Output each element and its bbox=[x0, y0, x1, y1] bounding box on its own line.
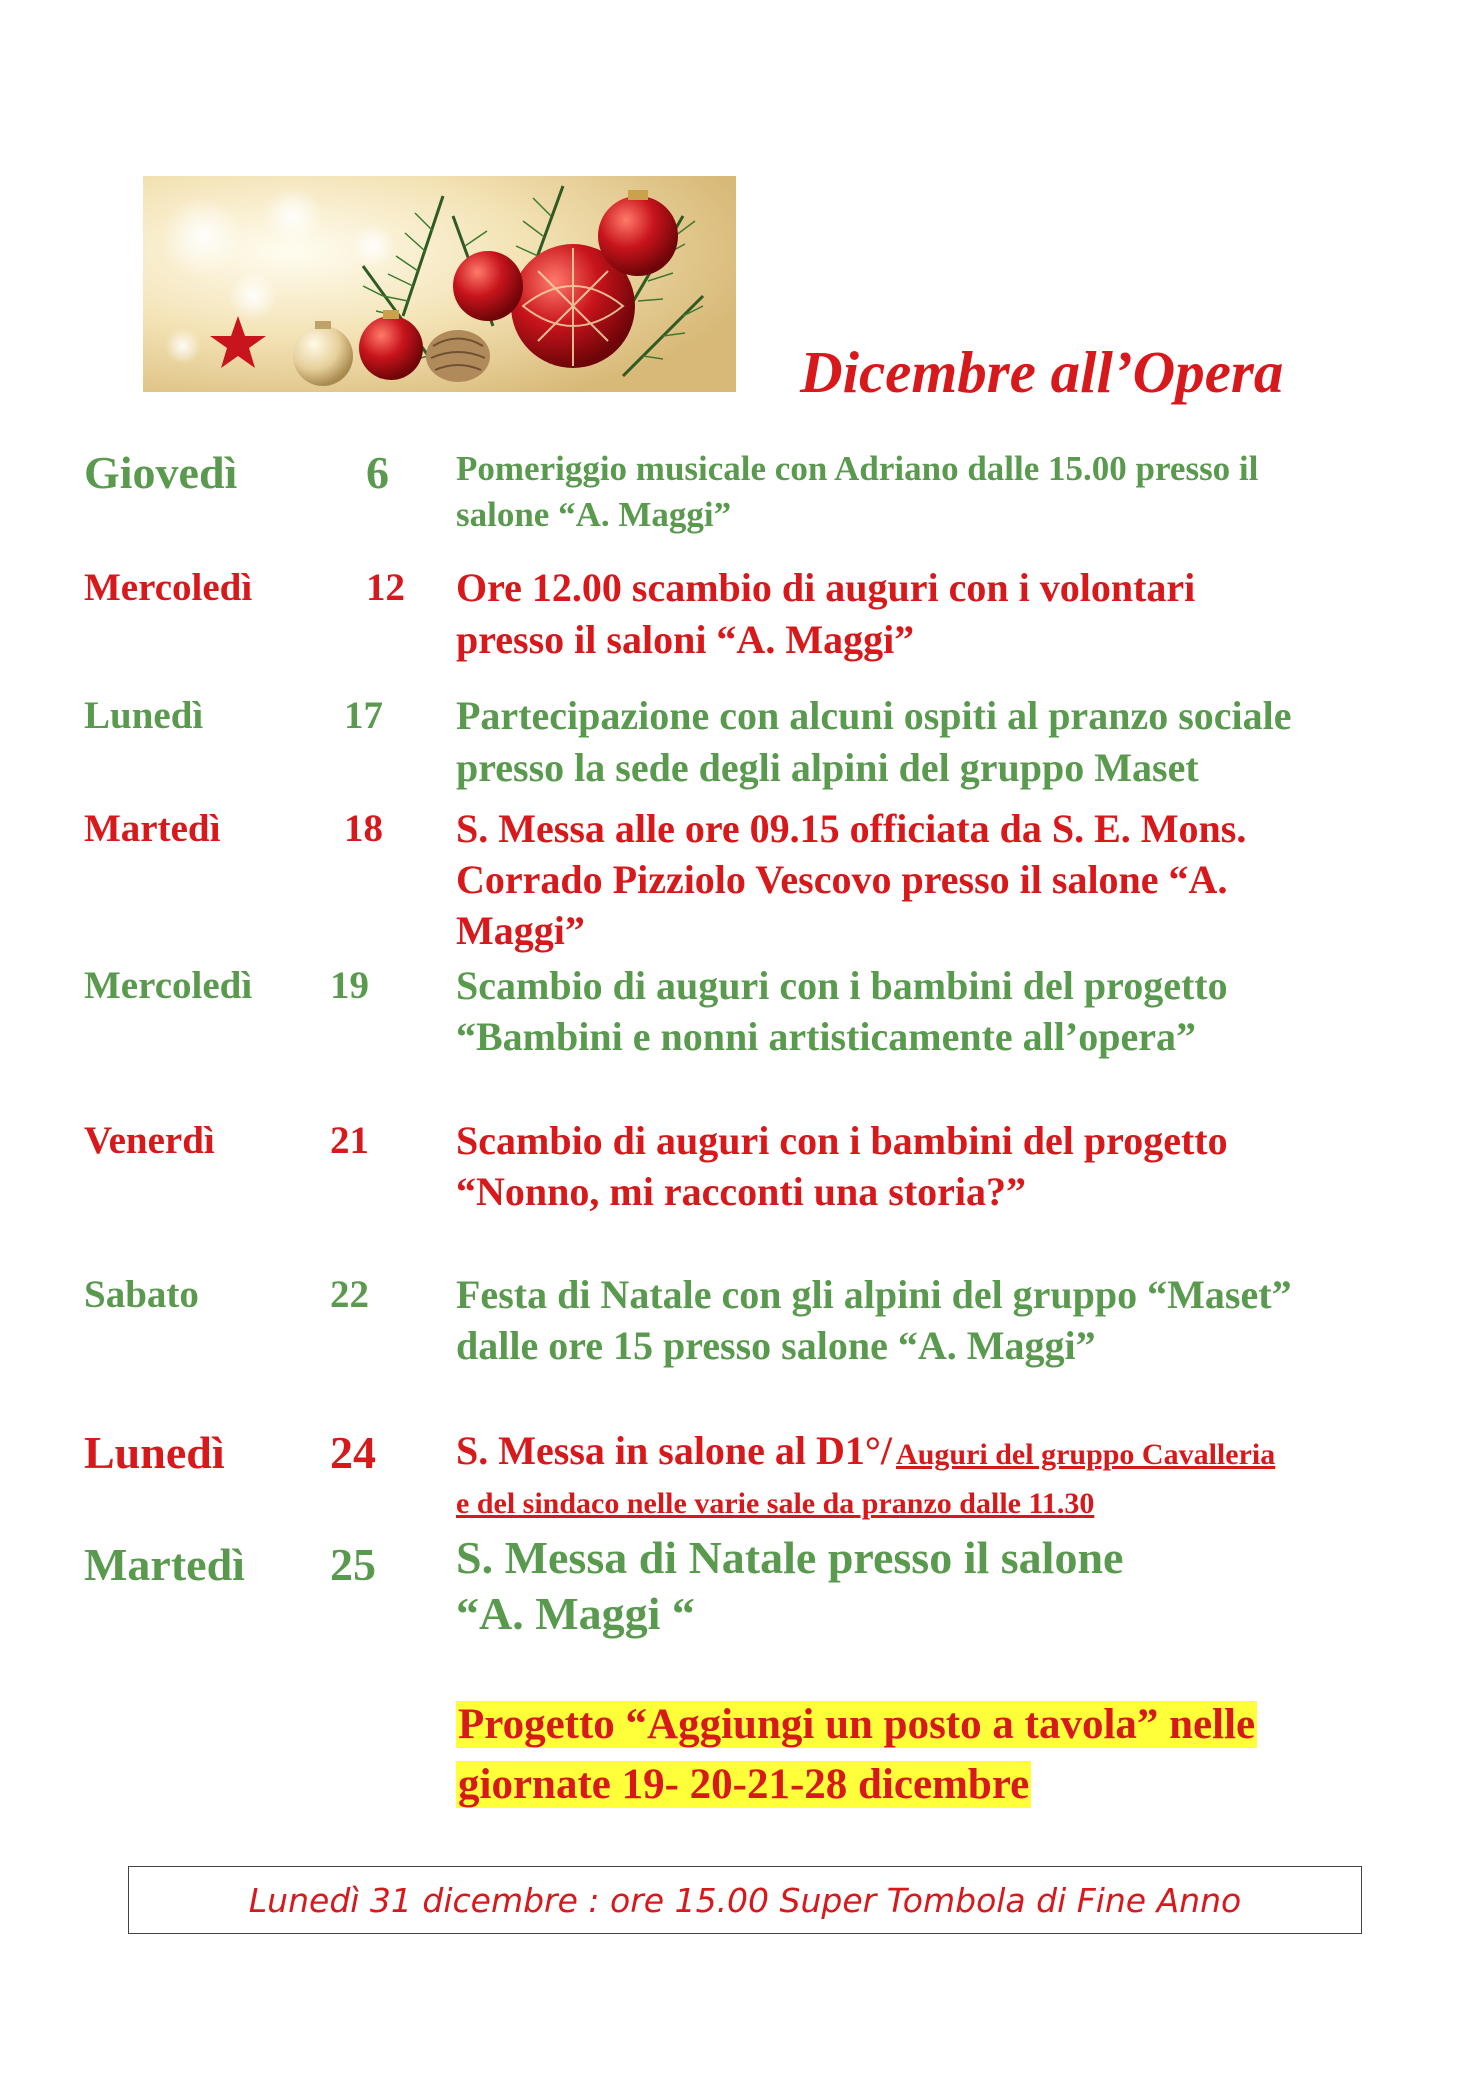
event-description bbox=[456, 446, 1416, 538]
event-day: Martedì bbox=[84, 1539, 245, 1590]
event-date: 6 bbox=[366, 447, 389, 498]
event-description bbox=[456, 1115, 1416, 1217]
event-date: 19 bbox=[330, 964, 369, 1007]
event-day: Lunedì bbox=[84, 694, 204, 737]
event-day: Martedì bbox=[84, 807, 221, 850]
event-description bbox=[456, 803, 1416, 956]
description-line: Festa di Natale con gli alpini del gruppo “Maset” bbox=[456, 1272, 1292, 1317]
event-date: 21 bbox=[330, 1119, 369, 1162]
christmas-banner-image bbox=[143, 176, 736, 392]
description-line: Scambio di auguri con i bambini del progetto bbox=[456, 1118, 1228, 1163]
event-day: Giovedì bbox=[84, 447, 238, 498]
description-line: S. Messa di Natale presso il salone bbox=[456, 1532, 1124, 1583]
event-description bbox=[456, 1530, 1416, 1642]
description-line: Scambio di auguri con i bambini del progetto bbox=[456, 963, 1228, 1008]
event-date: 12 bbox=[366, 566, 405, 609]
description-line: presso la sede degli alpini del gruppo Maset bbox=[456, 745, 1199, 790]
event-description bbox=[456, 562, 1416, 666]
event-day: Mercoledì bbox=[84, 964, 253, 1007]
description-line: S. Messa in salone al D1°/ bbox=[456, 1428, 893, 1473]
event-date: 18 bbox=[344, 807, 383, 850]
description-line: “Bambini e nonni artisticamente all’opera” bbox=[456, 1014, 1196, 1059]
event-description bbox=[456, 1426, 1416, 1523]
description-line: “Nonno, mi racconti una storia?” bbox=[456, 1169, 1026, 1214]
description-line: presso il saloni “A. Maggi” bbox=[456, 617, 915, 662]
event-day: Lunedì bbox=[84, 1427, 225, 1478]
description-line: salone “A. Maggi” bbox=[456, 495, 732, 534]
description-line: “A. Maggi “ bbox=[456, 1588, 695, 1639]
cavalleria-note: Auguri del gruppo Cavalleria bbox=[896, 1438, 1276, 1471]
event-date: 17 bbox=[344, 694, 383, 737]
description-line: Pomeriggio musicale con Adriano dalle 15.00 presso il bbox=[456, 449, 1259, 488]
highlight-line: giornate 19- 20-21-28 dicembre bbox=[458, 1761, 1030, 1808]
event-date: 22 bbox=[330, 1273, 369, 1316]
cavalleria-note: e del sindaco nelle varie sale da pranzo dalle 11.30 bbox=[456, 1487, 1095, 1520]
event-day: Sabato bbox=[84, 1273, 199, 1316]
description-line: dalle ore 15 presso salone “A. Maggi” bbox=[456, 1323, 1096, 1368]
event-description bbox=[456, 1269, 1416, 1371]
event-day: Venerdì bbox=[84, 1119, 215, 1162]
description-line: Ore 12.00 scambio di auguri con i volontari bbox=[456, 565, 1196, 610]
event-description bbox=[456, 960, 1416, 1062]
description-line: Maggi” bbox=[456, 908, 585, 953]
description-line: Corrado Pizziolo Vescovo presso il salone “A. bbox=[456, 857, 1228, 902]
page-title: Dicembre all’Opera bbox=[800, 339, 1284, 405]
event-description bbox=[456, 690, 1416, 794]
christmas-ornaments-illustration bbox=[143, 176, 736, 392]
footer-text: Lunedì 31 dicembre : ore 15.00 Super Tombola di Fine Anno bbox=[248, 1880, 1242, 1920]
description-line: S. Messa alle ore 09.15 officiata da S. E. Mons. bbox=[456, 806, 1247, 851]
new-year-bingo-box bbox=[128, 1866, 1362, 1934]
project-highlight bbox=[456, 1695, 1257, 1815]
event-date: 24 bbox=[330, 1427, 376, 1478]
description-line: Partecipazione con alcuni ospiti al pranzo sociale bbox=[456, 693, 1292, 738]
event-day: Mercoledì bbox=[84, 566, 253, 609]
highlight-line: Progetto “Aggiungi un posto a tavola” nelle bbox=[458, 1701, 1256, 1748]
event-date: 25 bbox=[330, 1539, 376, 1590]
